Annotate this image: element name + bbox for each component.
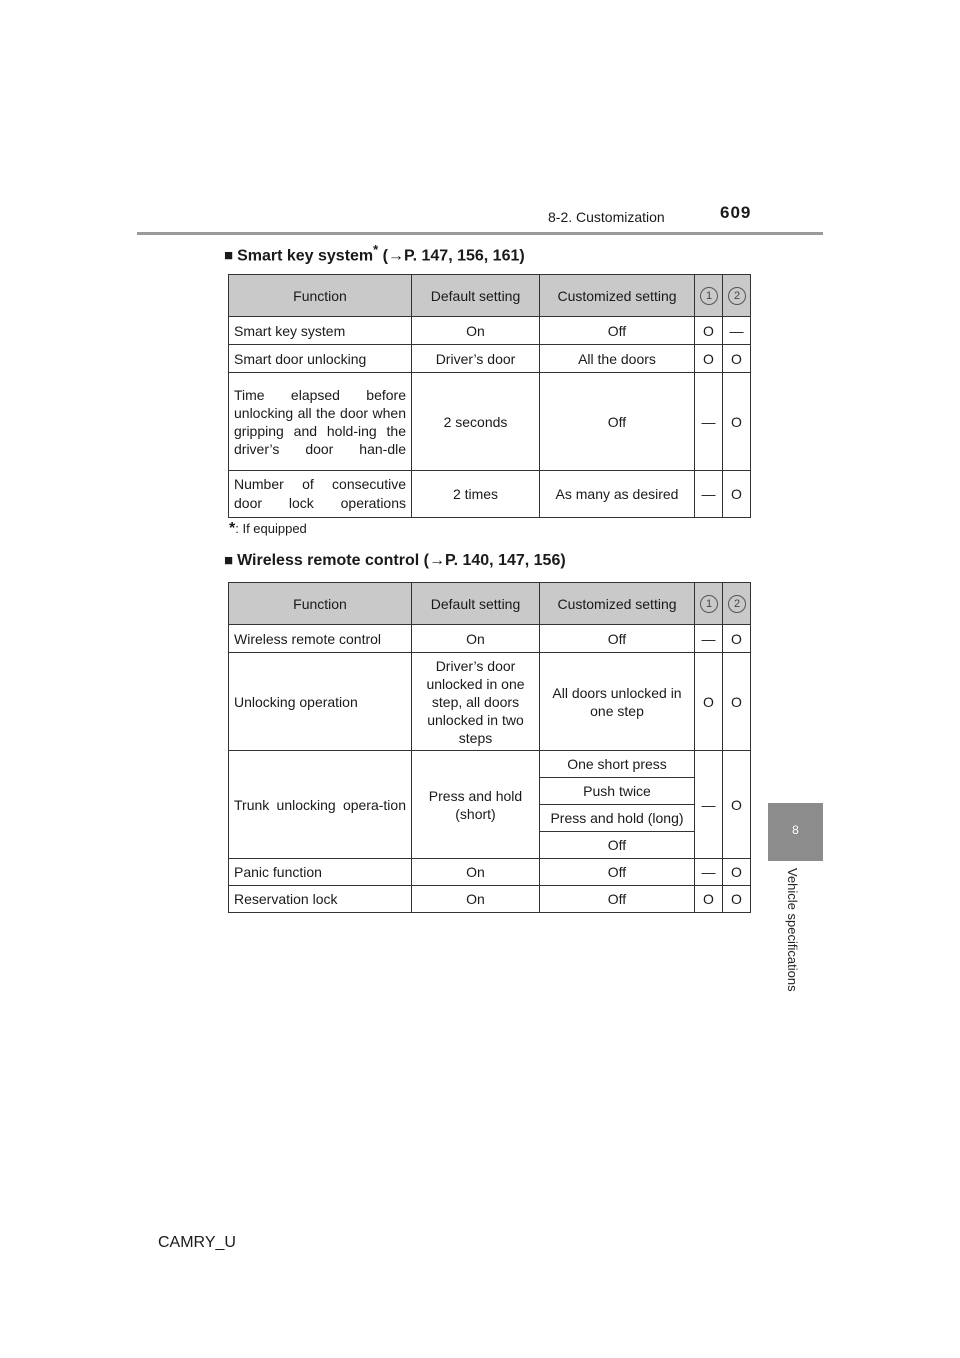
option-cell: One short press bbox=[540, 751, 695, 778]
chapter-tab bbox=[768, 803, 823, 861]
page-number: 609 bbox=[720, 203, 752, 222]
col-function: Function bbox=[229, 275, 412, 317]
wireless-remote-table bbox=[228, 582, 751, 913]
table-header-row bbox=[229, 583, 751, 625]
footnote: *: If equipped bbox=[229, 520, 307, 537]
chapter-number: 8 bbox=[792, 823, 799, 837]
table-row: Number of consecutive door lock operations 2 times As many as desired — O bbox=[229, 471, 751, 518]
col-custom: Customized setting bbox=[540, 583, 695, 625]
asterisk-mark: * bbox=[373, 242, 379, 257]
table-header-row bbox=[229, 275, 751, 317]
circled-two-icon: 2 bbox=[728, 287, 746, 305]
table-row: Smart door unlocking Driver’s door All the doors O O bbox=[229, 345, 751, 373]
asterisk-mark: * bbox=[229, 520, 236, 537]
bullet-icon: ■ bbox=[224, 552, 234, 569]
table-row: Unlocking operation Driver’s door unlocked in one step, all doors unlocked in two steps All doors unlocked in one step O O bbox=[229, 653, 751, 751]
col-2 bbox=[723, 275, 751, 317]
table-row: Panic function On Off — O bbox=[229, 859, 751, 886]
table-row: Wireless remote control On Off — O bbox=[229, 625, 751, 653]
table-row: Time elapsed before unlocking all the door when gripping and hold-ing the driver’s door han-dle 2 seconds Off — O bbox=[229, 373, 751, 471]
circled-two-icon: 2 bbox=[728, 595, 746, 613]
footer-model: CAMRY_U bbox=[158, 1234, 236, 1251]
col-2 bbox=[723, 583, 751, 625]
option-cell: Press and hold (long) bbox=[540, 805, 695, 832]
chapter-title: Vehicle specifications bbox=[785, 868, 800, 992]
col-custom: Customized setting bbox=[540, 275, 695, 317]
col-function: Function bbox=[229, 583, 412, 625]
section-title-smart-key: ■ Smart key system* (→P. 147, 156, 161) bbox=[224, 242, 525, 265]
chapter-label bbox=[784, 868, 804, 1028]
col-1 bbox=[695, 583, 723, 625]
section-header: 8-2. Customization bbox=[548, 209, 665, 225]
smart-key-table bbox=[228, 274, 751, 518]
option-cell: Off bbox=[540, 832, 695, 859]
circled-one-icon: 1 bbox=[700, 595, 718, 613]
col-1 bbox=[695, 275, 723, 317]
table-row: Smart key system On Off O — bbox=[229, 317, 751, 345]
table-row: Trunk unlocking opera-tion Press and hold (short) One short press — O bbox=[229, 751, 751, 778]
col-default: Default setting bbox=[412, 275, 540, 317]
bullet-icon: ■ bbox=[224, 247, 234, 265]
section-title-wireless-remote: ■ Wireless remote control (→P. 140, 147, 156) bbox=[224, 552, 566, 569]
circled-one-icon: 1 bbox=[700, 287, 718, 305]
table-row: Reservation lock On Off O O bbox=[229, 886, 751, 913]
header-divider bbox=[137, 232, 823, 235]
col-default: Default setting bbox=[412, 583, 540, 625]
option-cell: Push twice bbox=[540, 778, 695, 805]
